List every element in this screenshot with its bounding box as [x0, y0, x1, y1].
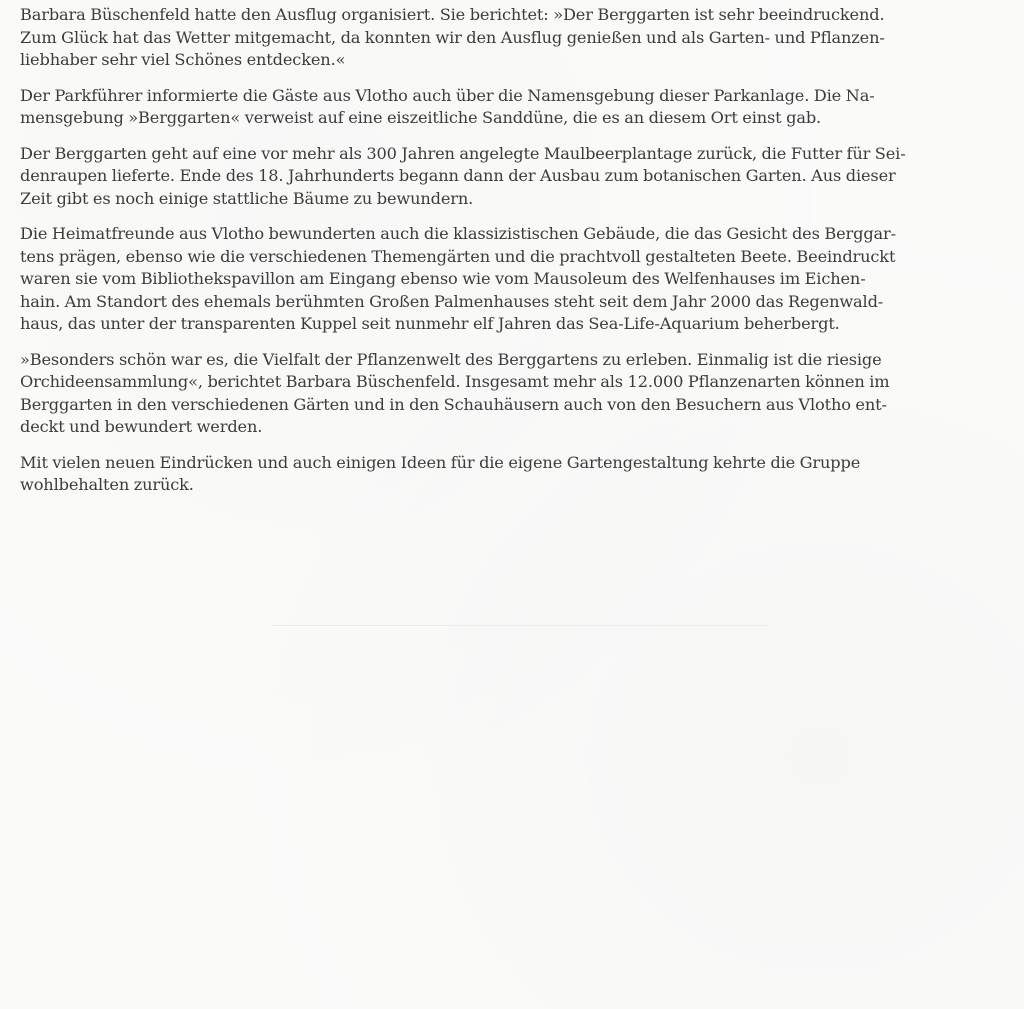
text-line: Mit vielen neuen Eindrücken und auch einigen Ideen für die eigene Gartengestaltung kehrte die Gruppe	[20, 452, 861, 472]
paragraph-2	[20, 85, 1014, 130]
section-divider	[272, 625, 768, 626]
paragraph-5	[20, 349, 1014, 439]
text-line: Orchideensammlung«, berichtet Barbara Büschenfeld. Insgesamt mehr als 12.000 Pflanzenarten können im	[20, 372, 890, 391]
text-line: waren sie vom Bibliothekspavillon am Eingang ebenso wie vom Mausoleum des Welfenhauses im Eichen-	[20, 269, 866, 288]
text-line: Der Parkführer informierte die Gäste aus Vlotho auch über die Namensgebung dieser Parkanlage. Die Na-	[20, 85, 875, 105]
text-line: Zeit gibt es noch einige stattliche Bäume zu bewundern.	[20, 188, 474, 208]
paragraph-6	[20, 452, 1014, 497]
text-line: Der Berggarten geht auf eine vor mehr als 300 Jahren angelegte Maulbeerplantage zurück, die Futter für Sei-	[20, 143, 906, 163]
text-line: Berggarten in den verschiedenen Gärten und in den Schauhäusern auch von den Besuchern aus Vlotho ent-	[20, 394, 887, 414]
text-line: hain. Am Standort des ehemals berühmten Großen Palmenhauses steht seit dem Jahr 2000 das Regenwald-	[20, 291, 884, 311]
paragraph-4	[20, 223, 1014, 336]
article-body	[20, 4, 1014, 510]
text-line: wohlbehalten zurück.	[20, 475, 194, 494]
text-line: denraupen lieferte. Ende des 18. Jahrhunderts begann dann der Ausbau zum botanischen Garten. Aus dieser	[20, 166, 896, 185]
text-line: Barbara Büschenfeld hatte den Ausflug organisiert. Sie berichtet: »Der Berggarten ist sehr beeindruckend.	[20, 5, 885, 24]
paragraph-1	[20, 4, 1014, 72]
text-line: liebhaber sehr viel Schönes entdecken.«	[20, 50, 346, 69]
paragraph-3	[20, 143, 1014, 211]
text-line: tens prägen, ebenso wie die verschiedenen Themengärten und die prachtvoll gestalteten Beete. Beeindruckt	[20, 246, 896, 266]
text-line: Zum Glück hat das Wetter mitgemacht, da konnten wir den Ausflug genießen und als Garten- und Pflanzen-	[20, 27, 885, 47]
text-line: mensgebung »Berggarten« verweist auf eine eiszeitliche Sanddüne, die es an diesem Ort einst gab.	[20, 108, 822, 127]
text-line: deckt und bewundert werden.	[20, 417, 263, 436]
text-line: haus, das unter der transparenten Kuppel seit nunmehr elf Jahren das Sea-Life-Aquarium beherbergt.	[20, 314, 840, 333]
text-line: Die Heimatfreunde aus Vlotho bewunderten auch die klassizistischen Gebäude, die das Gesicht des Berggar-	[20, 224, 896, 243]
text-line: »Besonders schön war es, die Vielfalt der Pflanzenwelt des Berggartens zu erleben. Einmalig ist die riesige	[20, 349, 882, 369]
